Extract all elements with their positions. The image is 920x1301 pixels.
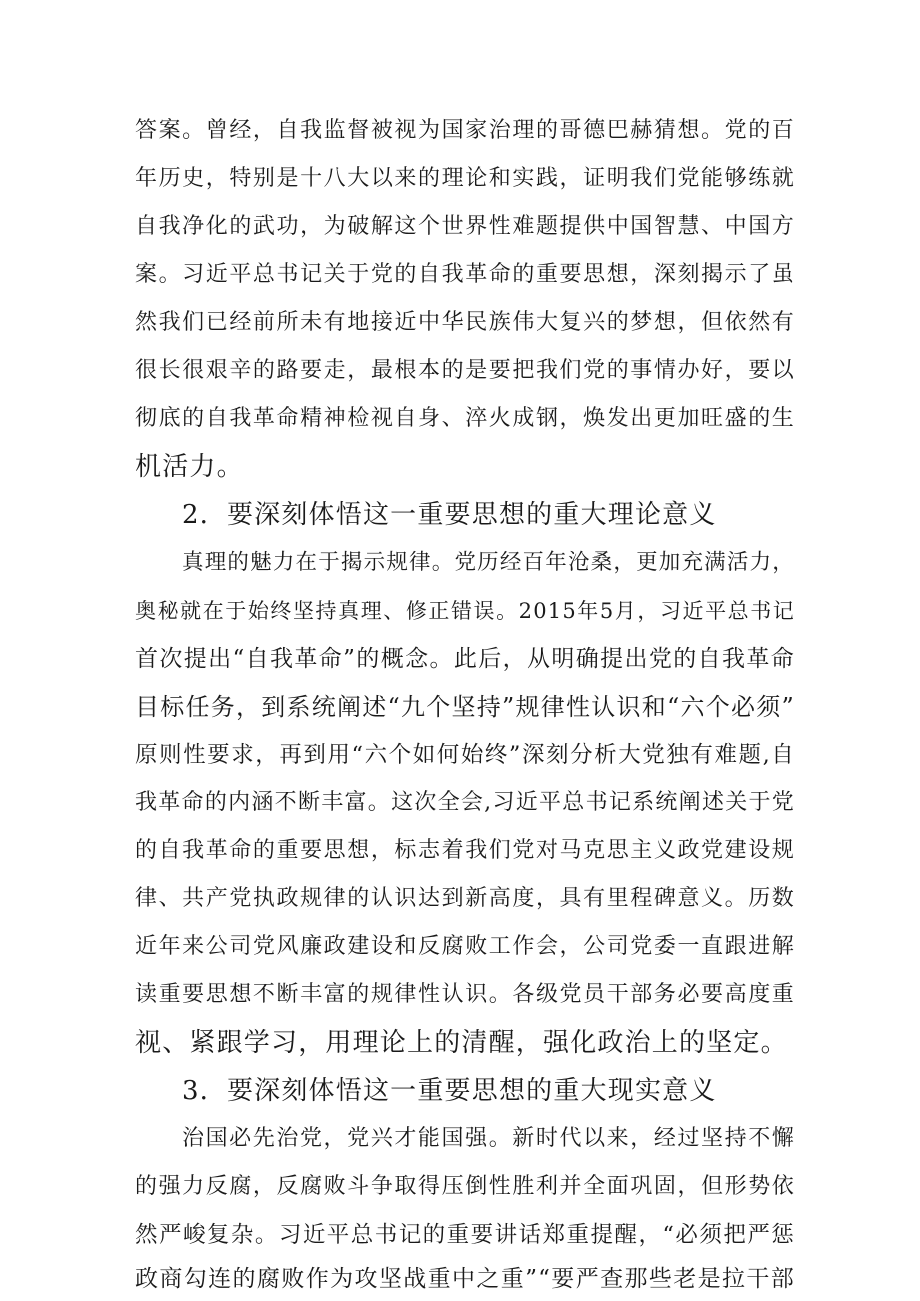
paragraph-2-line: 首次提出“自我革命”的概念。此后，从明确提出党的自我革命 — [135, 646, 795, 672]
paragraph-2-line: 视、紧跟学习，用理论上的清醒，强化政治上的坚定。 — [135, 1028, 788, 1058]
paragraph-1-line: 机活力。 — [135, 452, 244, 482]
paragraph-3-line: 的强力反腐，反腐败斗争取得压倒性胜利并全面巩固，但形势依 — [135, 1174, 795, 1199]
paragraph-1-line: 然我们已经前所未有地接近中华民族伟大复兴的梦想，但依然有 — [135, 310, 795, 335]
paragraph-3-line: 政商勾连的腐败作为攻坚战重中之重”“要严查那些老是拉干部 — [135, 1266, 795, 1292]
paragraph-1-line: 年历史，特别是十八大以来的理论和实践，证明我们党能够练就 — [135, 166, 795, 191]
section-heading-2: 2．要深刻体悟这一重要思想的重大理论意义 — [182, 500, 717, 530]
paragraph-1-line: 很长很艰辛的路要走，最根本的是要把我们党的事情办好，要以 — [135, 358, 795, 383]
paragraph-2-line: 我革命的内涵不断丰富。这次全会,习近平总书记系统阐述关于党 — [135, 790, 795, 815]
paragraph-2-line: 奥秘就在于始终坚持真理、修正错误。2015年5月，习近平总书记 — [135, 599, 795, 623]
paragraph-1-line: 彻底的自我革命精神检视自身、淬火成钢，焕发出更加旺盛的生 — [135, 406, 795, 431]
paragraph-2-line: 原则性要求，再到用“六个如何始终”深刻分析大党独有难题,自 — [135, 742, 795, 768]
paragraph-1-line: 案。习近平总书记关于党的自我革命的重要思想，深刻揭示了虽 — [135, 262, 795, 287]
paragraph-3-line: 治国必先治党，党兴才能国强。新时代以来，经过坚持不懈 — [182, 1126, 795, 1151]
paragraph-2-line: 目标任务，到系统阐述“九个坚持”规律性认识和“六个必须” — [135, 693, 795, 721]
paragraph-1-line: 自我净化的武功，为破解这个世界性难题提供中国智慧、中国方 — [135, 214, 795, 239]
paragraph-3-line: 然严峻复杂。习近平总书记的重要讲话郑重提醒，“必须把严惩 — [135, 1222, 795, 1248]
paragraph-1-line: 答案。曾经，自我监督被视为国家治理的哥德巴赫猜想。党的百 — [135, 118, 795, 143]
paragraph-2-line: 近年来公司党风廉政建设和反腐败工作会，公司党委一直跟进解 — [135, 934, 795, 959]
paragraph-2-line: 读重要思想不断丰富的规律性认识。各级党员干部务必要高度重 — [135, 982, 795, 1007]
section-heading-3: 3．要深刻体悟这一重要思想的重大现实意义 — [182, 1076, 717, 1106]
paragraph-2-line: 真理的魅力在于揭示规律。党历经百年沧桑，更加充满活力， — [182, 550, 795, 575]
paragraph-2-line: 的自我革命的重要思想，标志着我们党对马克思主义政党建设规 — [135, 838, 795, 863]
paragraph-2-line: 律、共产党执政规律的认识达到新高度，具有里程碑意义。历数 — [135, 886, 795, 911]
